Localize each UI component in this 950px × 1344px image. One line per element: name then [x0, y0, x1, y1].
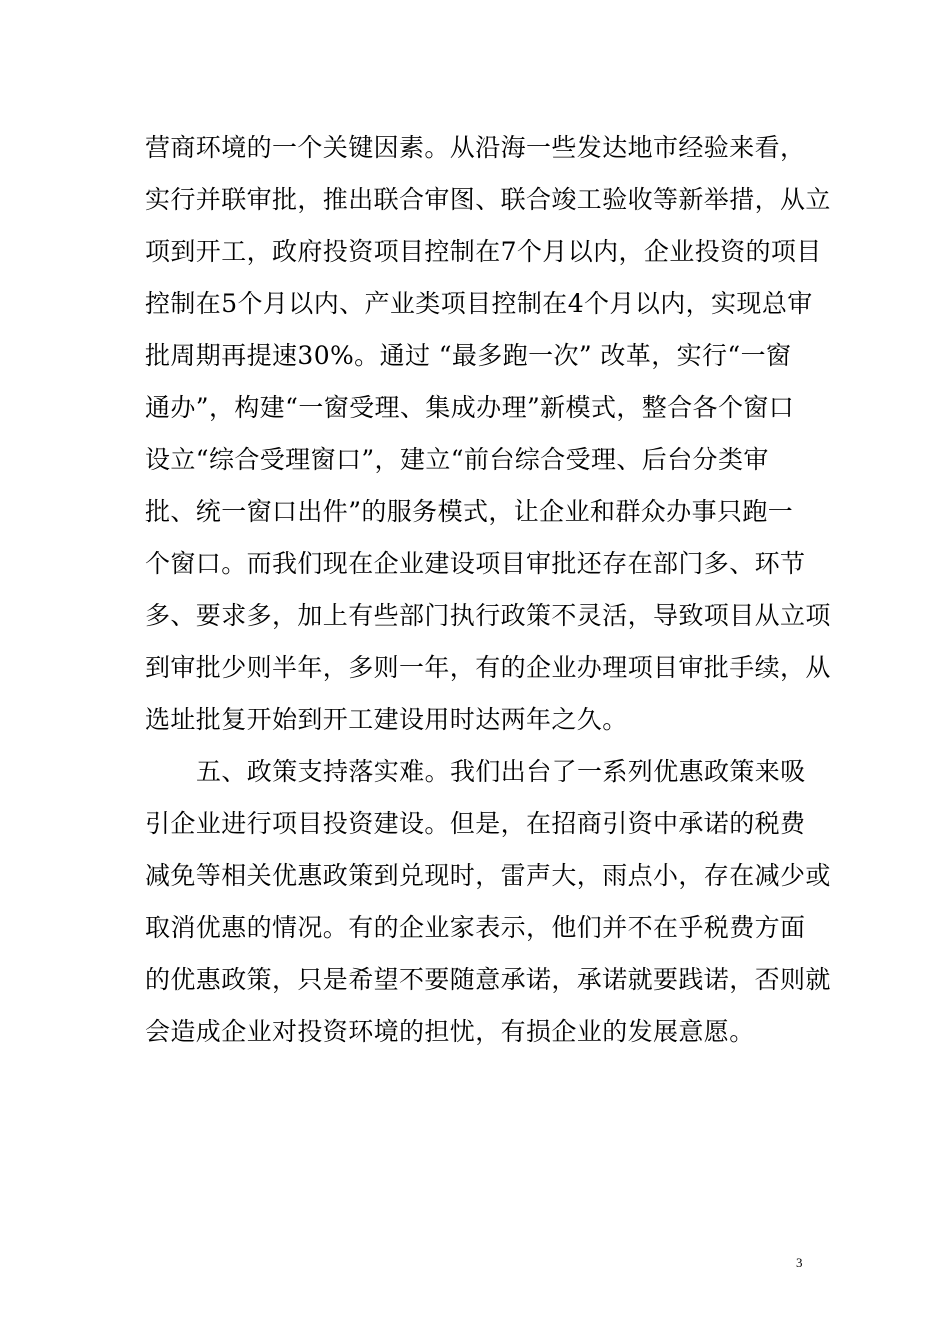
paragraph-line: 个窗口。而我们现在企业建设项目审批还存在部门多、环节 — [145, 549, 806, 578]
paragraph-line: 多、要求多，加上有些部门执行政策不灵活，导致项目从立项 — [145, 601, 831, 630]
paragraph-line: 引企业进行项目投资建设。但是，在招商引资中承诺的税费 — [145, 809, 806, 838]
page-number: 3 — [796, 1255, 803, 1270]
paragraph-line: 批、统一窗口出件”的服务模式，让企业和群众办事只跑一 — [145, 497, 794, 526]
paragraph-line: 项到开工，政府投资项目控制在7个月以内，企业投资的项目 — [145, 237, 822, 266]
paragraph-line: 批周期再提速30%。通过 “最多跑一次” 改革，实行“一窗 — [145, 341, 792, 370]
paragraph-line: 减免等相关优惠政策到兑现时，雷声大，雨点小，存在减少或 — [145, 861, 831, 890]
paragraph-line: 选址批复开始到开工建设用时达两年之久。 — [145, 705, 628, 734]
paragraph-line: 实行并联审批，推出联合审图、联合竣工验收等新举措，从立 — [145, 185, 831, 214]
paragraph-line: 通办”，构建“一窗受理、集成办理”新模式，整合各个窗口 — [145, 393, 795, 422]
paragraph-line: 到审批少则半年，多则一年，有的企业办理项目审批手续，从 — [145, 653, 831, 682]
paragraph-line: 取消优惠的情况。有的企业家表示，他们并不在乎税费方面 — [145, 913, 806, 942]
paragraph-line: 会造成企业对投资环境的担忧，有损企业的发展意愿。 — [145, 1017, 755, 1046]
paragraph-line: 设立“综合受理窗口”，建立“前台综合受理、后台分类审 — [145, 445, 769, 474]
paragraph-line-indented: 五、政策支持落实难。我们出台了一系列优惠政策来吸 — [196, 757, 806, 786]
paragraph-line: 控制在5个月以内、产业类项目控制在4个月以内，实现总审 — [145, 289, 813, 318]
paragraph-line: 营商环境的一个关键因素。从沿海一些发达地市经验来看， — [145, 133, 806, 162]
paragraph-line: 的优惠政策，只是希望不要随意承诺，承诺就要践诺，否则就 — [145, 965, 831, 994]
